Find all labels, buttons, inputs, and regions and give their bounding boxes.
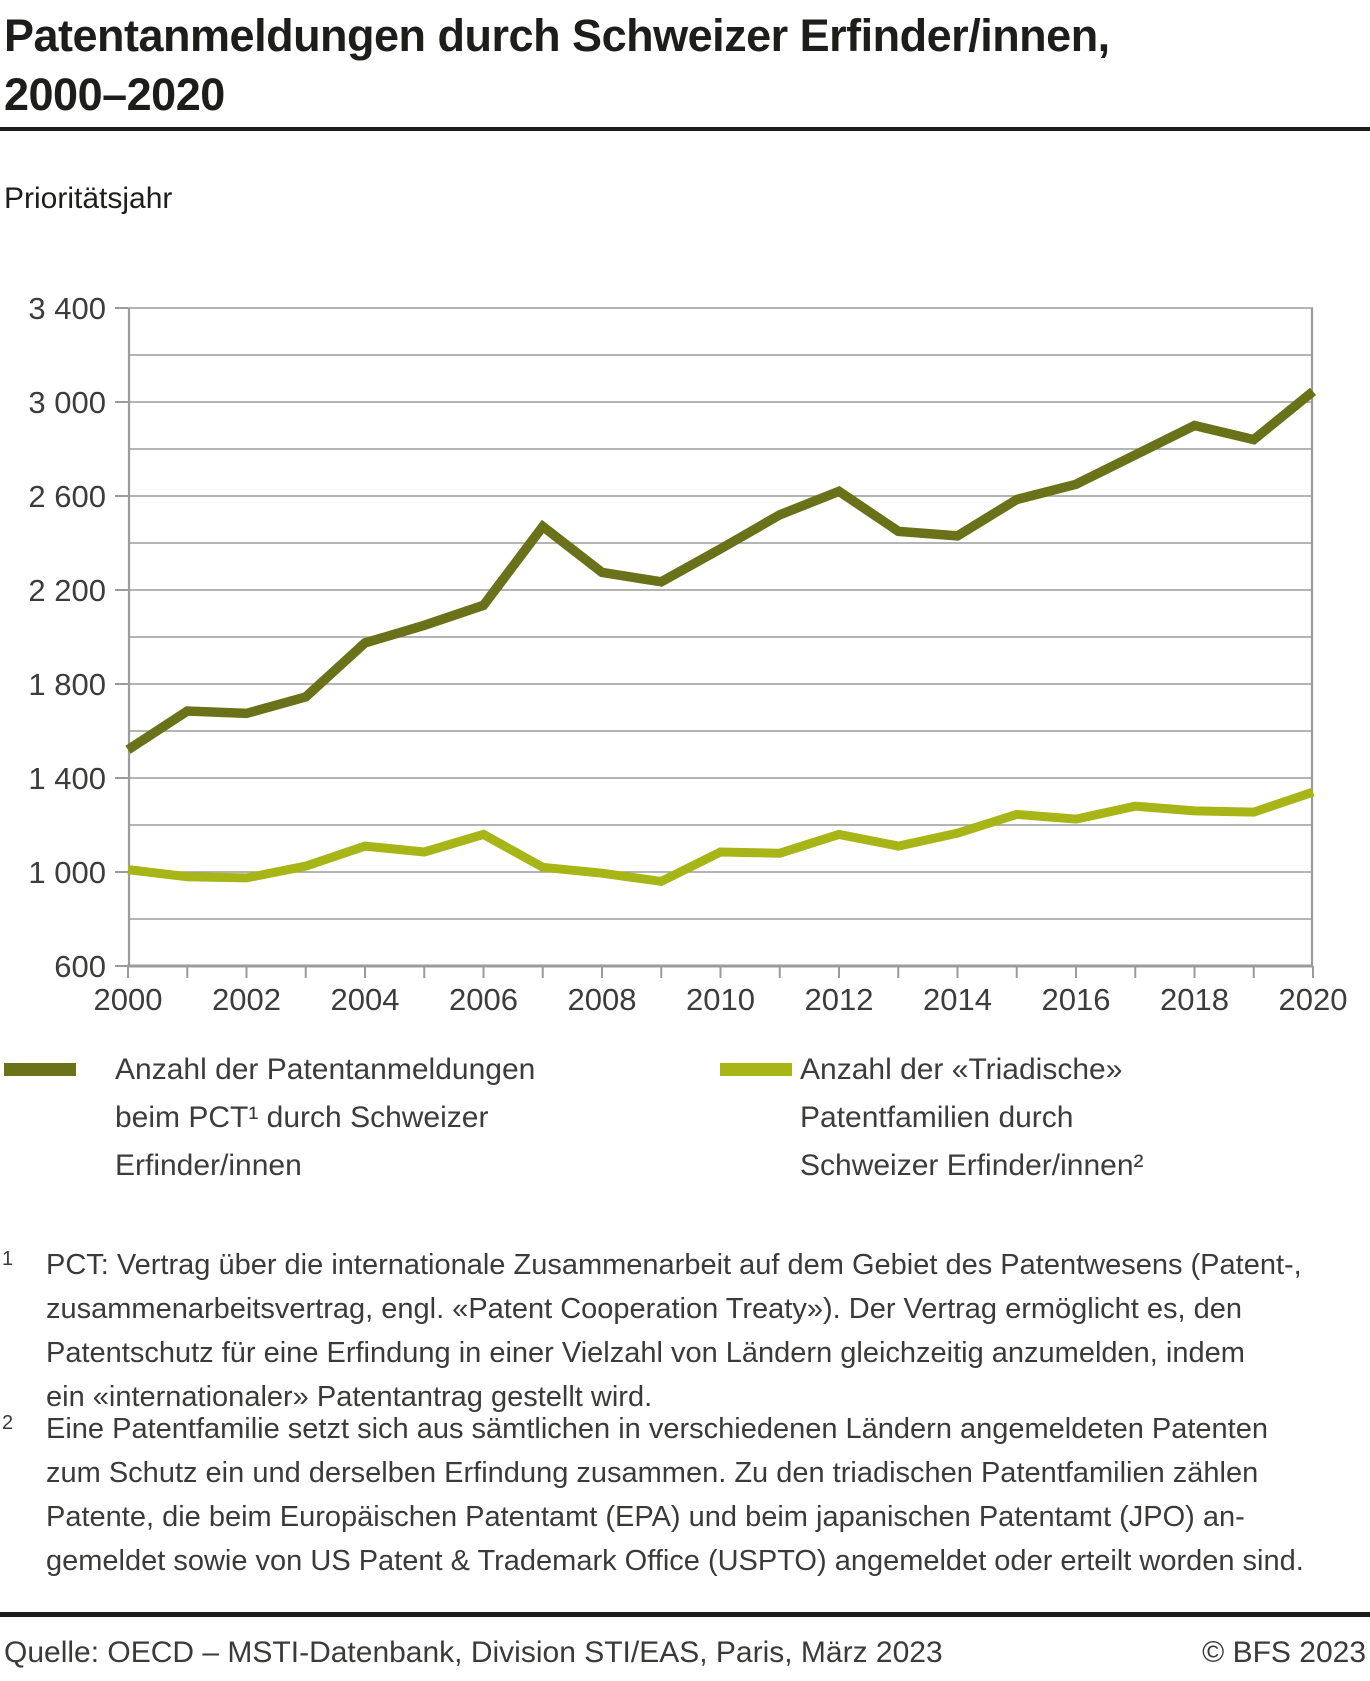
legend-label-triadic-line3: Schweizer Erfinder/innen²: [800, 1149, 1144, 1182]
footer-divider: [0, 1612, 1370, 1617]
y-axis-label: 2 600: [28, 479, 106, 514]
title-divider: [0, 127, 1370, 131]
y-axis-label: 1 000: [28, 855, 106, 890]
footnote-1-text: PCT: Vertrag über die internationale Zusammenarbeit auf dem Gebiet des Patentwesens (Patent-, zusammenarbeitsvertrag, engl. «Patent Cooperation Treaty»). Der Vertrag ermöglicht es, den Patentschutz für eine Erfindung in einer Vielzahl von Ländern gleichzeitig anzumelden, indem ein «internationaler» Patentantrag gestellt wird.: [46, 1249, 1302, 1413]
x-axis-label: 2018: [1160, 982, 1229, 1017]
y-axis-label: 1 400: [28, 761, 106, 796]
x-axis-label: 2012: [804, 982, 874, 1017]
y-axis-label: 3 000: [28, 385, 106, 420]
legend-label-pct-line3: Erfinder/innen: [115, 1149, 302, 1182]
page-title: [4, 6, 1364, 124]
legend-label-triadic: [800, 1046, 1144, 1190]
footnote-2: [0, 1407, 1370, 1583]
legend-swatch-pct: [4, 1063, 76, 1076]
x-axis-label: 2014: [923, 982, 992, 1017]
x-axis-label: 2008: [567, 982, 637, 1017]
page-title-line2: 2000–2020: [4, 69, 225, 120]
y-axis-label: 3 400: [28, 291, 106, 326]
footnote-1-marker: 1: [2, 1248, 14, 1270]
legend-label-triadic-line1: Anzahl der «Triadische»: [800, 1053, 1123, 1086]
line-chart: [28, 291, 1348, 1017]
triadic-series-line: [128, 792, 1313, 881]
x-axis-label: 2016: [1041, 982, 1111, 1017]
copyright-text: © BFS 2023: [1202, 1636, 1366, 1669]
y-axis-label: 2 200: [28, 573, 106, 608]
x-axis-label: 2002: [212, 982, 281, 1017]
x-axis-label: 2004: [330, 982, 400, 1017]
x-axis-label: 2000: [93, 982, 163, 1017]
y-axis-label: 1 800: [28, 667, 106, 702]
legend-label-pct: [115, 1046, 535, 1190]
footnote-2-marker: 2: [2, 1412, 14, 1434]
chart-subtitle: Prioritätsjahr: [4, 182, 173, 215]
legend-label-pct-line1: Anzahl der Patentanmeldungen: [115, 1053, 536, 1086]
legend-label-triadic-line2: Patentfamilien durch: [800, 1101, 1074, 1134]
y-axis-label: 600: [54, 949, 106, 984]
legend-label-pct-line2: beim PCT¹ durch Schweizer: [115, 1101, 489, 1134]
pct-series-line: [128, 391, 1313, 749]
footnote-1: [0, 1243, 1370, 1419]
x-axis-label: 2006: [449, 982, 518, 1017]
footnote-2-text: Eine Patentfamilie setzt sich aus sämtlichen in verschiedenen Ländern angemeldeten Patenten zum Schutz ein und derselben Erfindung zusammen. Zu den triadischen Patentfamilien zählen Patente, die beim Europäischen Patentamt (EPA) und beim japanischen Patentamt (JPO) an- gemeldet sowie von US Patent & Trademark Office (USPTO) angemeldet oder erteilt worden sind.: [46, 1413, 1304, 1577]
x-axis-label: 2020: [1278, 982, 1348, 1017]
source-text: Quelle: OECD – MSTI-Datenbank, Division STI/EAS, Paris, März 2023: [4, 1636, 943, 1669]
x-axis-label: 2010: [686, 982, 755, 1017]
legend-swatch-triadic: [720, 1063, 792, 1076]
page-title-line1: Patentanmeldungen durch Schweizer Erfinder/innen,: [4, 10, 1110, 61]
